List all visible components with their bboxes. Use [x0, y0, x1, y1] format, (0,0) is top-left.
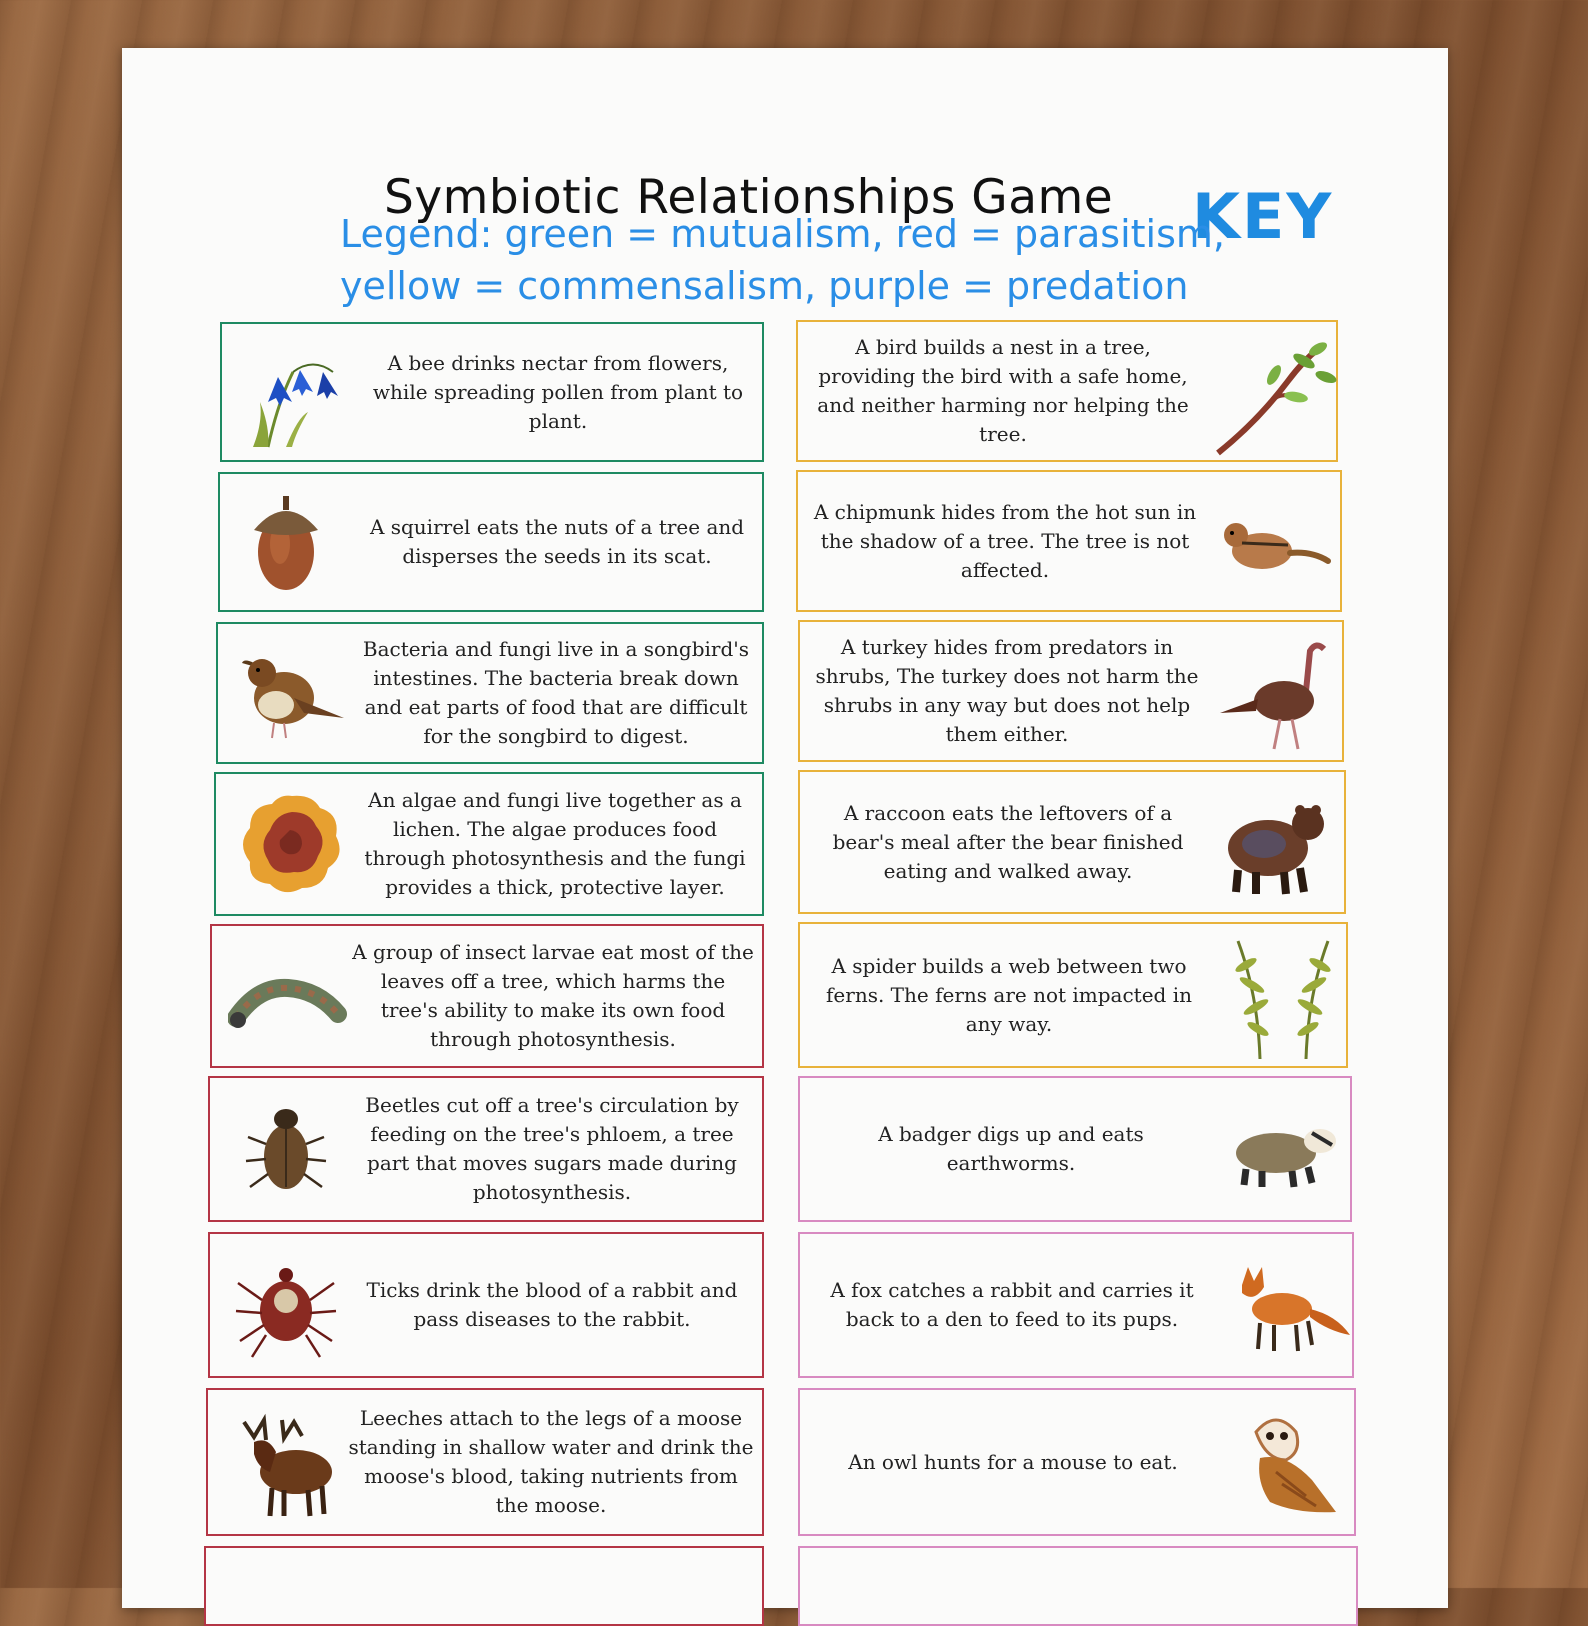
card-songbird-bacteria	[216, 622, 764, 764]
card-text: A fox catches a rabbit and carries it back to a den to feed to its pups.	[830, 1278, 1194, 1331]
card-text: Bacteria and fungi live in a songbird's intestines. The bacteria break down and eat parts of food that are difficult for the songbird to digest.	[362, 637, 750, 748]
card-insect-larvae	[210, 924, 764, 1068]
bluebell-flower-icon	[238, 332, 358, 452]
card-bee-flowers	[220, 322, 764, 462]
card-text: A turkey hides from predators in shrubs, The turkey does not harm the shrubs in any way but does not help them either.	[815, 635, 1199, 746]
card-turkey	[798, 620, 1344, 762]
worksheet-paper	[122, 48, 1448, 1608]
caterpillar-icon	[228, 936, 348, 1056]
card-text: Leeches attach to the legs of a moose standing in shallow water and drink the moose's blood, taking nutrients from the moose.	[348, 1406, 754, 1517]
card-text: A badger digs up and eats earthworms.	[878, 1122, 1144, 1175]
card-text: A chipmunk hides from the hot sun in the shadow of a tree. The tree is not affected.	[813, 499, 1197, 582]
card-spider-ferns	[798, 922, 1348, 1068]
card-bird-nest	[796, 320, 1338, 462]
card-text: A squirrel eats the nuts of a tree and disperses the seeds in its scat.	[369, 515, 745, 568]
card-text: A bird builds a nest in a tree, providing the bird with a safe home, and neither harming nor helping the tree.	[817, 335, 1189, 446]
card-beetles	[208, 1076, 764, 1222]
owl-icon	[1226, 1402, 1346, 1522]
card-text: Ticks drink the blood of a rabbit and pass diseases to the rabbit.	[366, 1278, 738, 1331]
lichen-icon	[232, 784, 352, 904]
fox-icon	[1224, 1245, 1344, 1365]
beetle-icon	[226, 1089, 346, 1209]
acorn-icon	[236, 482, 356, 602]
card-owl	[798, 1388, 1356, 1536]
card-text: Beetles cut off a tree's circulation by feeding on the tree's phloem, a tree part that moves sugars made during photosynthesis.	[365, 1093, 739, 1204]
card-text: A raccoon eats the leftovers of a bear's meal after the bear finished eating and walked away.	[832, 800, 1184, 883]
key-label: KEY	[1192, 180, 1334, 253]
chipmunk-icon	[1212, 481, 1332, 601]
card-partial-bottom	[204, 1546, 764, 1626]
card-text: An owl hunts for a mouse to eat.	[848, 1449, 1178, 1474]
moose-icon	[224, 1402, 344, 1522]
badger-icon	[1222, 1089, 1342, 1209]
card-raccoon-bear	[798, 770, 1346, 914]
legend-line-1: Legend: green = mutualism, red = parasitism,	[340, 212, 1225, 256]
songbird-icon	[234, 633, 354, 753]
card-leeches-moose	[206, 1388, 764, 1536]
page-title: Symbiotic Relationships Game	[384, 170, 1114, 225]
card-text: An algae and fungi live together as a lichen. The algae produces food through photosynthesis and the fungi provides a thick, protective layer.	[364, 788, 746, 899]
card-badger	[798, 1076, 1352, 1222]
card-ticks	[208, 1232, 764, 1378]
legend-line-2: yellow = commensalism, purple = predation	[340, 264, 1189, 308]
card-lichen	[214, 772, 764, 916]
card-text: A bee drinks nectar from flowers, while spreading pollen from plant to plant.	[372, 350, 744, 433]
card-text: A group of insect larvae eat most of the leaves off a tree, which harms the tree's ability to make its own food through photosynthesis.	[352, 940, 754, 1051]
card-squirrel-nuts	[218, 472, 764, 612]
tick-icon	[226, 1245, 346, 1365]
fern-icon	[1218, 935, 1338, 1055]
bear-icon	[1216, 782, 1336, 902]
card-chipmunk	[796, 470, 1342, 612]
card-partial-bottom-right	[798, 1546, 1358, 1626]
card-fox	[798, 1232, 1354, 1378]
turkey-icon	[1214, 631, 1334, 751]
card-text: A spider builds a web between two ferns. The ferns are not impacted in any way.	[826, 953, 1192, 1036]
tree-branch-icon	[1208, 331, 1328, 451]
legend	[340, 208, 1300, 312]
